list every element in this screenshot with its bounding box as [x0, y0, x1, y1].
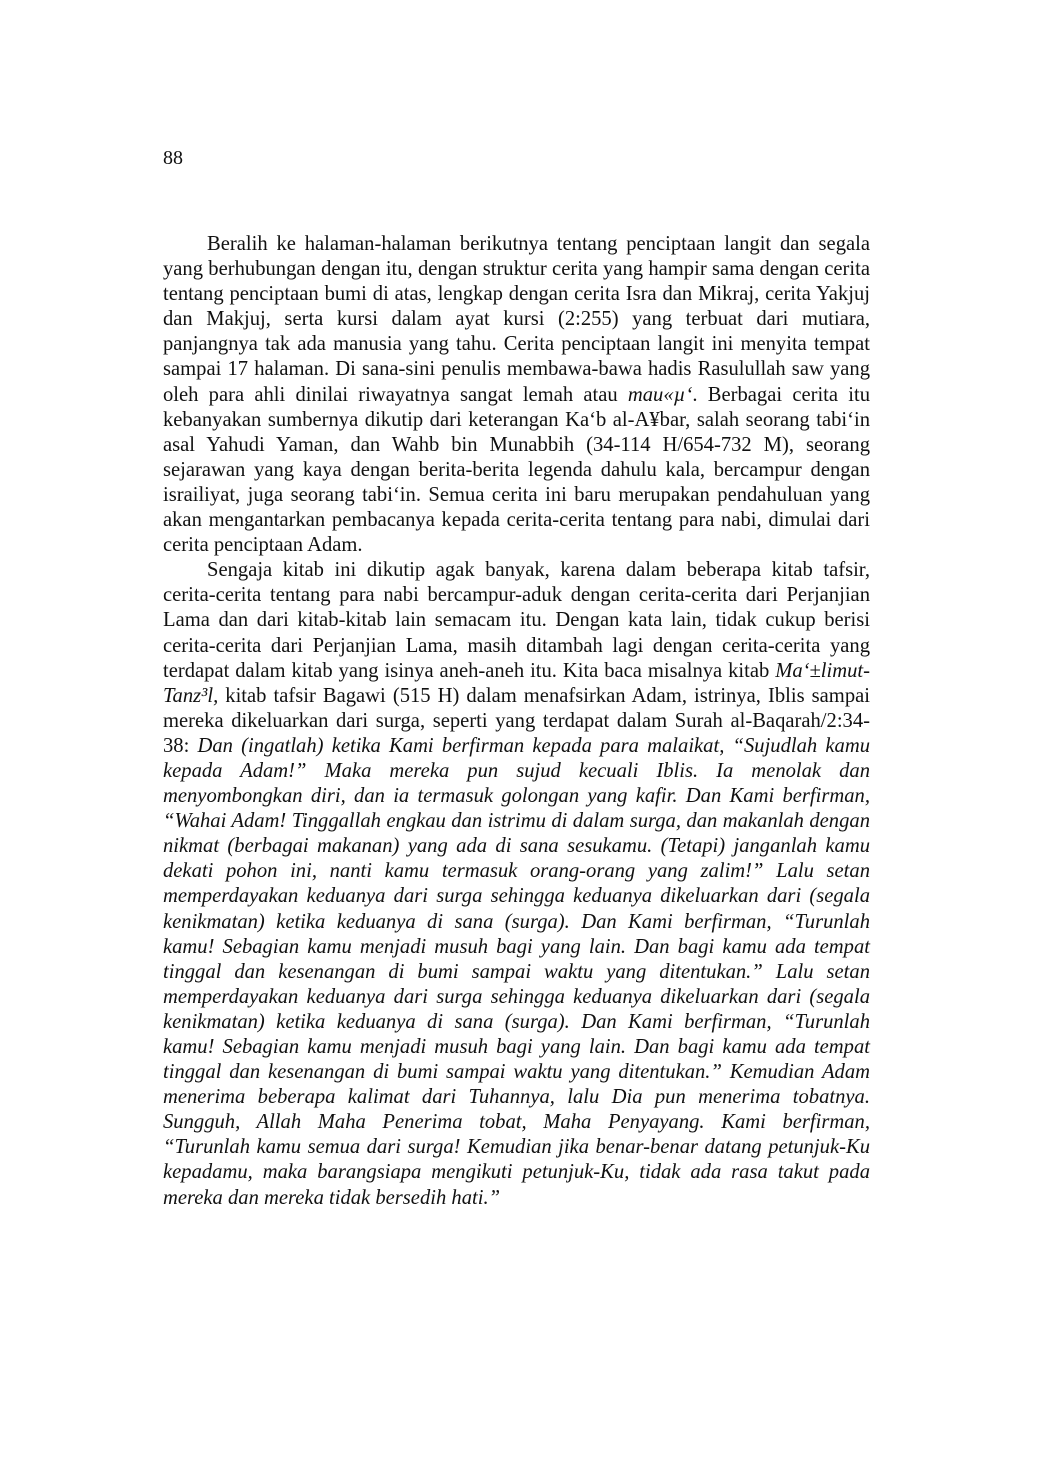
quran-translation-quote: Dan (ingatlah) ketika Kami berfirman kepada para malaikat, “Sujudlah kamu kepada Adam!” Maka mereka pun sujud kecuali Iblis. Ia menolak dan menyombongkan diri, dan ia termasuk golongan yang kafir. Dan Kami berfirman, “Wahai Adam! Tinggallah engkau dan istrimu di dalam surga, dan makanlah dengan nikmat (berbagai makanan) yang ada di sana sesukamu. (Tetapi) janganlah kamu dekati pohon ini, nanti kamu termasuk orang-orang yang zalim!” Lalu setan memperdayakan keduanya dari surga sehingga keduanya dikeluarkan dari (segala kenikmatan) ketika keduanya di sana (surga). Dan Kami berfirman, “Turunlah kamu! Sebagian kamu menjadi musuh bagi yang lain. Dan bagi kamu ada tempat tinggal dan kesenangan di bumi sampai waktu yang ditentukan.” Lalu setan memperdayakan keduanya dari surga sehingga keduanya dikeluarkan dari (segala kenikmatan) ketika keduanya di sana (surga). Dan Kami berfirman, “Turunlah kamu! Sebagian kamu menjadi musuh bagi yang lain. Dan bagi kamu ada tempat tinggal dan kesenangan di bumi sampai waktu yang ditentukan.” Kemudian Adam menerima beberapa kalimat dari Tuhannya, lalu Dia pun menerima tobatnya. Sungguh, Allah Maha Penerima tobat, Maha Penyayang. Kami berfirman, “Turunlah kamu semua dari surga! Kemudian jika benar-benar datang petunjuk-Ku kepadamu, maka barangsiapa mengikuti petunjuk-Ku, tidak ada rasa takut pada mereka dan mereka tidak bersedih hati.”: [163, 734, 870, 1209]
paragraph-creation-of-heavens: [163, 232, 870, 558]
page-number: 88: [163, 147, 183, 169]
body-text: [163, 232, 870, 1211]
paragraph-text: Sengaja kitab ini dikutip agak banyak, karena dalam beberapa kitab tafsir, cerita-cerita tentang para nabi bercampur-aduk dengan cerita-cerita dari Perjanjian Lama dan dari kitab-kitab lain semacam itu. Dengan kata lain, tidak cukup berisi cerita-cerita dari Perjanjian Lama, masih ditambah lagi dengan cerita-cerita yang terdapat dalam kitab yang isinya aneh-aneh itu. Kita baca misalnya kitab: [163, 559, 870, 682]
paragraph-text: Beralih ke halaman-halaman berikutnya tentang penciptaan langit dan segala yang berhubungan dengan itu, dengan struktur cerita yang hampir sama dengan cerita tentang penciptaan bumi di atas, lengkap dengan cerita Isra dan Mikraj, cerita Yakjuj dan Makjuj, serta kursi dalam ayat kursi (2:255) yang terbuat dari mutiara, panjangnya tak ada manusia yang tahu. Cerita penciptaan langit ini menyita tempat sampai 17 halaman. Di sana-sini penulis membawa-bawa hadis Rasulullah saw yang oleh para ahli dinilai riwayatnya sangat lemah atau: [163, 233, 870, 406]
paragraph-quoted-tafsir: [163, 558, 870, 1210]
book-title: Ma‘±limut-Tanz³l,: [163, 659, 870, 707]
italic-term: mau«µ‘: [627, 383, 693, 406]
paragraph-text: . Berbagai cerita itu kebanyakan sumbernya dikutip dari keterangan Ka‘b al-A¥bar, salah seorang tabi‘in asal Yahudi Yaman, dan Wahb bin Munabbih (34-114 H/654-732 M), seorang sejarawan yang kaya dengan berita-berita legenda dahulu kala, bercampur dengan israiliyat, juga seorang tabi‘in. Semua cerita ini baru merupakan pendahuluan yang akan mengantarkan pembacanya kepada cerita-cerita tentang para nabi, dimulai dari cerita penciptaan Adam.: [163, 383, 870, 557]
paragraph-text: kitab tafsir Bagawi (515 H) dalam menafsirkan Adam, istrinya, Iblis sampai mereka dikeluarkan dari surga, seperti yang terdapat dalam Surah al-Baqarah/2:34-38:: [163, 684, 870, 757]
